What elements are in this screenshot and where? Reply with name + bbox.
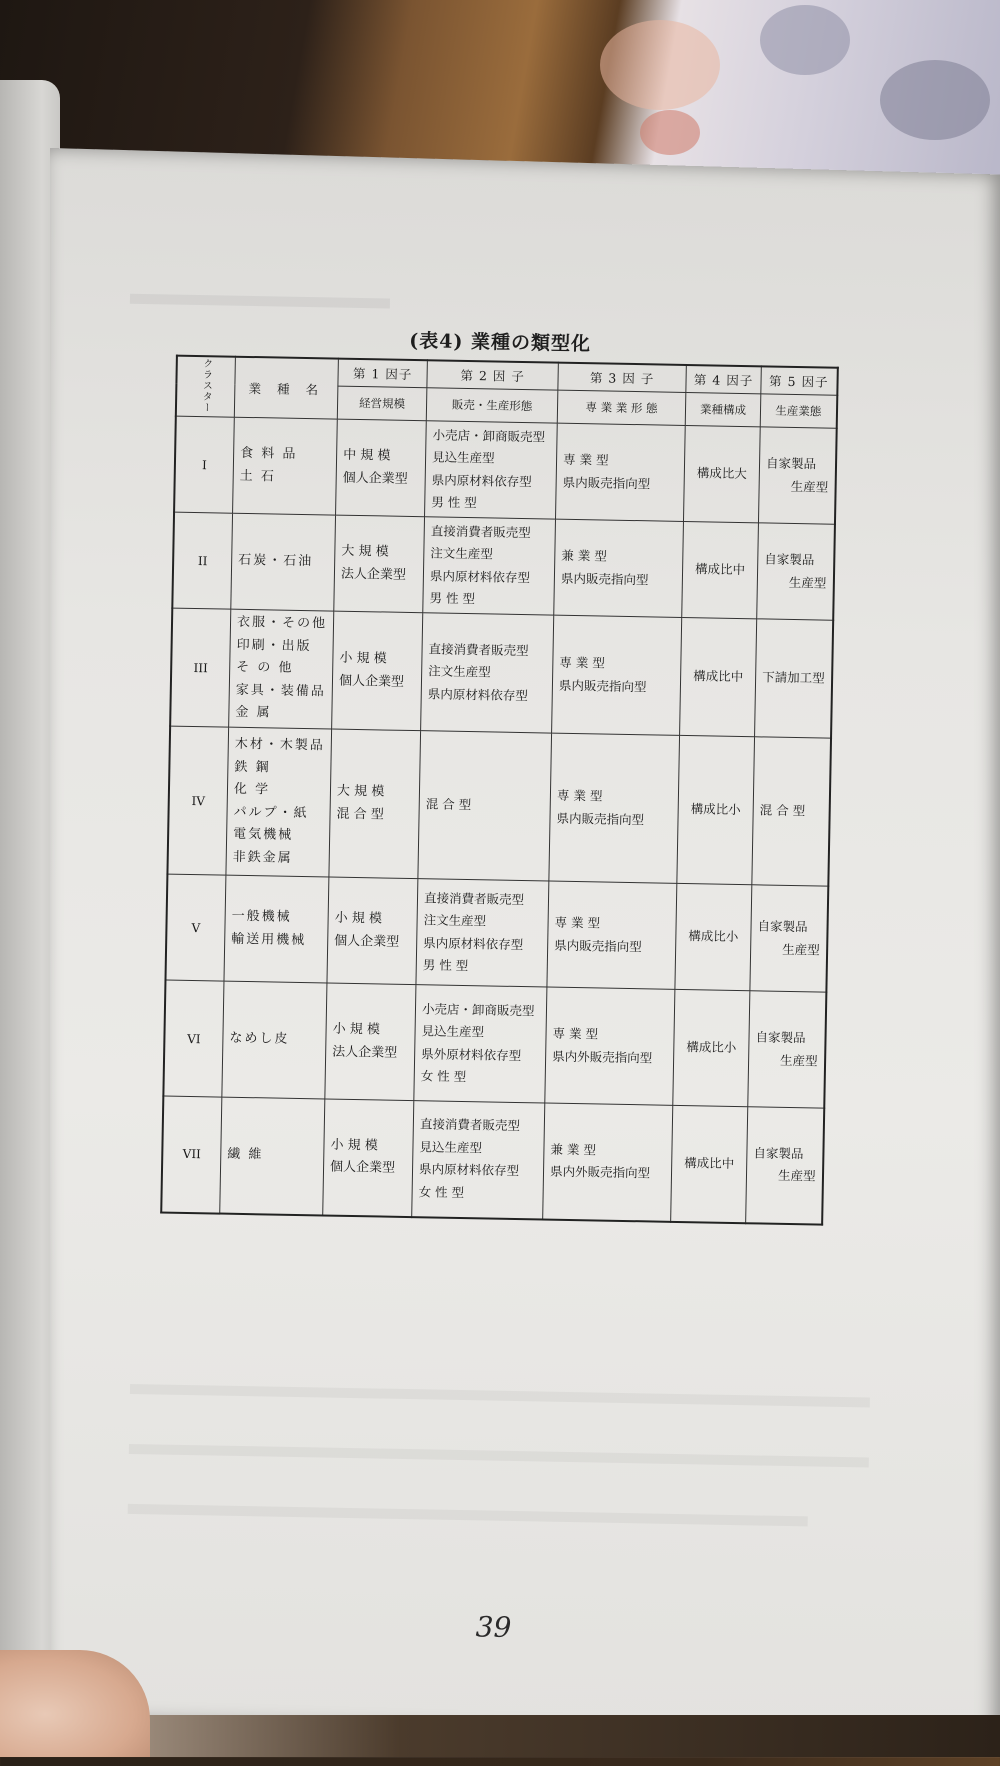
cell-line: パルプ・紙: [233, 804, 309, 821]
cell-line: 直接消費者販売型: [419, 1116, 521, 1134]
cell-industry: [224, 875, 329, 983]
cell-line: 石炭・石油: [238, 553, 314, 570]
header-factor-3: 第 3 因 子: [558, 363, 686, 393]
cell-line: 構成比小: [688, 928, 739, 945]
industry-typology-table: [160, 355, 838, 1225]
cell-factor-5: [746, 1107, 824, 1224]
cell-factor-5: [748, 991, 826, 1108]
header-factor-1: 第 1 因子: [338, 359, 427, 388]
cell-line: 混 合 型: [759, 802, 806, 819]
cell-line: 専 業 型: [554, 914, 601, 931]
cell-factor-2: [421, 613, 554, 733]
cell-line: 印刷・出版: [236, 637, 312, 654]
cell-line: 自家製品: [757, 918, 808, 935]
cell-line: 小 規 模: [332, 1021, 381, 1038]
cell-line: 混 合 型: [425, 796, 472, 813]
header-factor-1-sub: 経営規模: [337, 386, 427, 421]
cell-line: 小売店・卸商販売型: [421, 1000, 535, 1018]
cell-factor-5: [758, 427, 836, 524]
cell-factor-4: [682, 521, 759, 618]
cell-factor-1: [323, 1099, 414, 1217]
cell-factor-3: [556, 423, 686, 521]
cell-line: 個人企業型: [334, 933, 400, 950]
cell-factor-2: [416, 879, 549, 987]
cell-factor-4: [673, 989, 750, 1106]
cell-line: 生産型: [790, 478, 829, 495]
cell-line: 小 規 模: [330, 1137, 378, 1154]
header-factor-4: 第 4 因子: [686, 365, 761, 394]
cell-line: 構成比中: [693, 668, 744, 685]
cell-line: 兼 業 型: [550, 1141, 597, 1158]
cell-line: 衣服・その他: [236, 615, 328, 632]
cell-industry: [222, 981, 327, 1099]
cell-cluster: I: [174, 416, 234, 513]
cell-factor-1: [332, 611, 423, 731]
cell-line: 自家製品: [765, 455, 817, 472]
header-factor-2: 第 2 因 子: [427, 360, 558, 390]
cell-industry: [220, 1097, 325, 1215]
cell-cluster: VI: [163, 980, 224, 1097]
cell-line: 構成比大: [696, 465, 748, 482]
cell-industry: [226, 727, 332, 877]
cell-line: 小 規 模: [339, 650, 387, 667]
cell-factor-1: [336, 419, 427, 517]
cell-line: 女 性 型: [420, 1068, 467, 1085]
cell-line: 兼 業 型: [561, 547, 607, 564]
cell-line: 県外原材料依存型: [421, 1045, 522, 1063]
cell-line: 直接消費者販売型: [423, 889, 525, 907]
cell-line: 下請加工型: [762, 669, 825, 686]
cell-factor-2: [418, 731, 552, 881]
cell-line: 専 業 型: [559, 654, 605, 671]
cell-line: 男 性 型: [431, 494, 477, 511]
cell-factor-2: [425, 421, 558, 519]
cell-cluster: III: [170, 608, 231, 727]
cell-line: 注文生産型: [423, 912, 487, 929]
cell-industry: [229, 609, 334, 729]
cell-factor-1: [325, 983, 416, 1101]
cell-line: 中 規 模: [343, 447, 391, 464]
table-row: [161, 1096, 824, 1224]
cell-line: 構成比小: [690, 801, 741, 818]
cell-line: 構成比中: [694, 561, 746, 578]
cell-line: なめし皮: [229, 1030, 290, 1048]
cell-factor-5: [757, 523, 835, 620]
cell-line: 輸送用機械: [231, 931, 307, 948]
cell-line: 小 規 模: [334, 910, 383, 927]
cell-line: 県内原材料依存型: [429, 567, 531, 585]
bleed-through: [130, 1384, 870, 1422]
table-caption: (表4) 業種の類型化: [409, 329, 592, 356]
cell-line: 化 学: [233, 781, 271, 798]
table-row: [163, 980, 826, 1108]
cell-factor-5: [755, 619, 833, 738]
cell-line: 食 料 品: [240, 445, 298, 462]
cell-factor-3: [545, 987, 675, 1105]
cell-line: 金 属: [235, 705, 272, 721]
cell-line: 法人企業型: [340, 566, 407, 583]
cell-factor-3: [552, 615, 682, 735]
cell-line: 木材・木製品: [234, 736, 325, 754]
cell-factor-3: [554, 519, 684, 617]
cell-line: 個人企業型: [338, 673, 405, 690]
cell-factor-4: [683, 425, 760, 522]
cell-factor-3: [549, 733, 680, 883]
header-factor-5-sub: 生産業態: [760, 394, 837, 428]
cell-line: 見込生産型: [419, 1138, 483, 1156]
cell-factor-5: [752, 737, 831, 886]
cell-line: 男 性 型: [429, 590, 476, 607]
cell-line: 混 合 型: [336, 806, 384, 823]
table-row: [172, 512, 834, 620]
cell-factor-1: [329, 729, 421, 879]
cell-line: 家具・装備品: [235, 682, 326, 700]
cell-factor-2: [412, 1101, 545, 1219]
cell-factor-5: [750, 885, 828, 992]
cell-line: 県内販売指向型: [556, 810, 645, 827]
cell-line: 生産型: [788, 574, 827, 591]
header-factor-3-sub: 専 業 業 形 態: [557, 390, 686, 425]
header-factor-5: 第 5 因子: [761, 366, 838, 395]
cell-line: 法人企業型: [332, 1044, 398, 1061]
cell-line: 県内外販売指向型: [549, 1163, 651, 1181]
cell-line: そ の 他: [236, 660, 294, 677]
cell-industry: [233, 417, 338, 515]
cell-cluster: VII: [161, 1096, 222, 1213]
table-row: [167, 726, 830, 886]
cell-factor-2: [414, 985, 547, 1103]
cell-line: 生産型: [780, 1052, 818, 1068]
cell-line: 個人企業型: [329, 1159, 396, 1177]
cell-cluster: II: [172, 512, 232, 609]
cell-line: 専 業 型: [556, 787, 603, 804]
header-factor-4-sub: 業種構成: [685, 392, 761, 426]
cell-line: 鉄 鋼: [234, 759, 271, 775]
cell-line: 県内販売指向型: [558, 677, 647, 694]
cell-line: 非鉄金属: [232, 849, 293, 866]
bleed-through: [129, 1444, 869, 1482]
cell-industry: [231, 513, 336, 611]
cell-line: 県内販売指向型: [560, 570, 649, 587]
header-cluster: [176, 356, 236, 418]
page-number: 39: [475, 1610, 512, 1644]
table-row: [170, 608, 833, 738]
header-factor-2-sub: 販売・生産形態: [426, 388, 558, 423]
cell-line: 男 性 型: [422, 957, 469, 974]
cell-factor-3: [543, 1103, 673, 1221]
cell-factor-1: [327, 877, 418, 985]
cell-line: 専 業 型: [552, 1025, 599, 1042]
cell-line: 専 業 型: [562, 451, 609, 468]
cell-line: 大 規 模: [336, 783, 385, 800]
cell-line: 一般機械: [231, 908, 292, 925]
cell-line: 生産型: [782, 941, 820, 958]
cell-line: 県内外販売指向型: [552, 1048, 653, 1065]
cell-factor-4: [680, 617, 757, 736]
cell-line: 県内販売指向型: [554, 937, 642, 954]
cell-line: 構成比小: [686, 1039, 737, 1056]
cell-line: 生産型: [777, 1168, 816, 1184]
cell-line: 小売店・卸商販売型: [432, 426, 546, 444]
cell-line: 県内原材料依存型: [431, 471, 532, 489]
header-cluster-label: クラスター: [199, 357, 212, 413]
table-row: [174, 416, 836, 524]
cell-line: 電気機械: [233, 826, 294, 843]
cell-cluster: IV: [167, 726, 228, 875]
cell-line: 注文生産型: [430, 545, 494, 562]
cell-line: 注文生産型: [428, 663, 491, 680]
table-row: [165, 874, 827, 992]
cell-line: 直接消費者販売型: [430, 522, 531, 540]
cell-line: 見込生産型: [421, 1023, 485, 1040]
cell-line: 直接消費者販売型: [428, 641, 529, 658]
cell-line: 県内販売指向型: [562, 474, 651, 491]
cell-line: 自家製品: [753, 1145, 804, 1162]
cell-line: 土 石: [239, 468, 277, 484]
cell-factor-4: [677, 735, 755, 884]
bleed-through: [127, 1504, 807, 1540]
cell-factor-4: [671, 1105, 748, 1222]
cell-line: 県内原材料依存型: [423, 934, 524, 952]
cell-line: 自家製品: [764, 551, 815, 568]
cell-factor-2: [423, 517, 556, 615]
bleed-through: [130, 294, 390, 323]
cell-line: 県内原材料依存型: [418, 1161, 520, 1179]
cell-line: 繊 維: [227, 1146, 264, 1163]
cell-line: 構成比中: [684, 1155, 735, 1171]
cell-line: 大 規 模: [341, 543, 389, 560]
cell-line: 女 性 型: [418, 1183, 465, 1200]
cell-factor-4: [675, 883, 752, 990]
cell-line: 個人企業型: [342, 470, 408, 487]
header-industry: 業 種 名: [234, 357, 338, 419]
cell-factor-1: [334, 515, 425, 613]
cell-factor-3: [547, 881, 677, 989]
cell-line: 県内原材料依存型: [427, 686, 528, 703]
cell-line: 自家製品: [755, 1029, 806, 1046]
cell-cluster: V: [165, 874, 225, 981]
cell-line: 見込生産型: [431, 449, 495, 466]
